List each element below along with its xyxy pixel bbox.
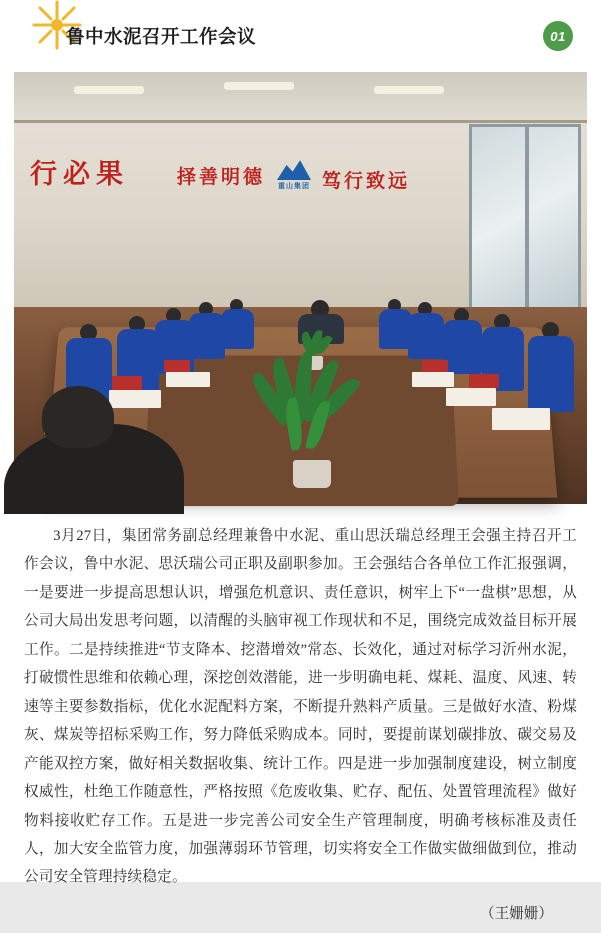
plant-pot [293, 460, 331, 488]
article-signature: （王姗姗） [480, 905, 553, 922]
potted-plant [257, 356, 367, 488]
page-header [0, 0, 601, 72]
name-card [164, 360, 190, 372]
name-card [469, 374, 499, 388]
attendee [189, 313, 225, 359]
article-body [0, 504, 601, 933]
banner-text-left: 行必果 [30, 159, 129, 189]
name-card [112, 376, 142, 390]
attendee [408, 313, 444, 359]
foreground-head [42, 386, 114, 448]
page-title: 鲁中水泥召开工作会议 [66, 28, 257, 48]
document-paper [166, 372, 210, 387]
article-paragraph: 3月27日，集团常务副总经理兼鲁中水泥、重山思沃瑞总经理王会强主持召开工作会议，鲁中水泥、思沃瑞公司正职及副职参加。王会强结合各单位工作汇报强调，一是要进一步提高思想认识，增强危机意识、责任意识，树牢上下“一盘棋”思想，从公司大局出发思考问题，以清醒的头脑审视工作现状和不足，围绕完成效益目标开展工作。二是持续推进“节支降本、挖潜增效”常态、长效化，通过对标学习沂州水泥，打破惯性思维和依赖心理，深挖创效潜能，进一步明确电耗、煤耗、温度、风速、转速等主要参数指标，优化水泥配料方案，不断提升熟料产质量。三是做好水渣、粉煤灰、煤炭等招标采购工作，努力降低采购成本。同时，要提前谋划碳排放、碳交易及产能双控方案，做好相关数据收集、统计工作。四是进一步加强制度建设，树立制度权威性，杜绝工作随意性，严格按照《危废收集、贮存、配伍、处置管理流程》做好物料接收贮存工作。五是进一步完善公司安全生产管理制度，明确考核标准及责任人，加大安全监管力度，加强薄弱环节管理，切实将安全工作做实做细做到位，推动公司安全管理持续稳定。 [24, 528, 577, 886]
document-paper [109, 390, 161, 408]
attendee [528, 336, 574, 412]
banner-text-middle: 择善明德 [177, 167, 266, 188]
ceiling-trim [14, 120, 587, 123]
document-paper [446, 388, 496, 406]
meeting-room-photo [14, 72, 587, 504]
mountain-icon [277, 158, 311, 180]
banner-text-right: 笃行致远 [322, 171, 411, 192]
ceiling-light [74, 86, 144, 94]
window [469, 124, 581, 329]
company-logo [266, 158, 322, 191]
logo-label: 重山集团 [278, 183, 310, 190]
ceiling-light [374, 86, 444, 94]
attendee [379, 309, 412, 349]
photo-scene [14, 72, 587, 504]
attendee [221, 309, 254, 349]
name-card [422, 360, 448, 372]
ceiling-light [224, 82, 294, 90]
status-badge: 01 [543, 21, 573, 51]
document-paper [492, 408, 550, 430]
document-paper [412, 372, 454, 387]
wall-banner [22, 152, 462, 212]
attendee [443, 320, 482, 374]
